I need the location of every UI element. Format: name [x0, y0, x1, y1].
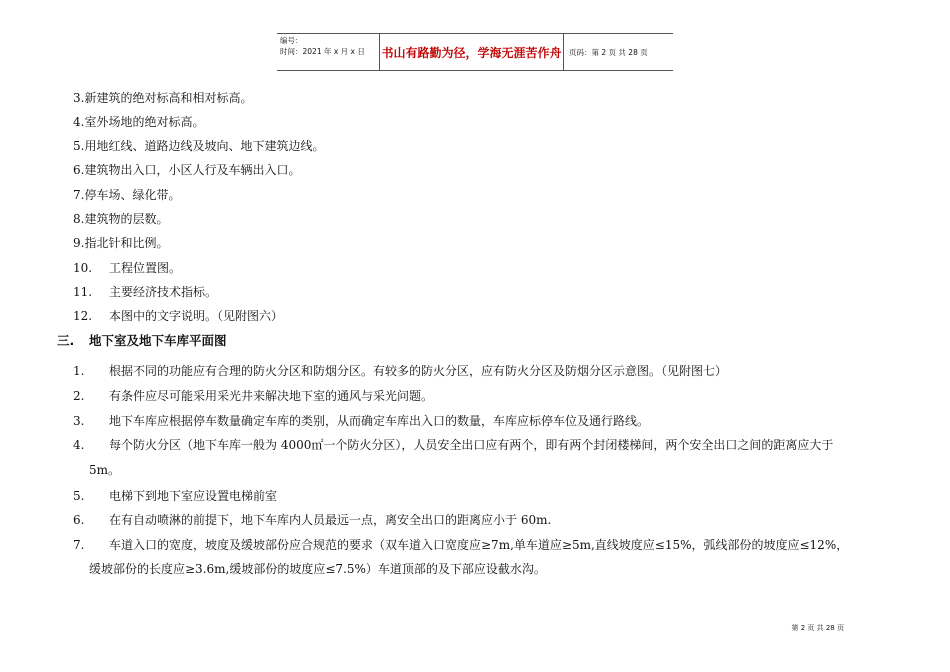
list-item — [73, 90, 252, 106]
section-number: 三. — [57, 333, 75, 348]
header-slogan: 书山有路勤为径，学海无涯苦作舟 — [379, 34, 564, 70]
list-item — [73, 211, 168, 227]
list-item-text: 建筑物出入口，小区人行及车辆出入口。 — [84, 163, 301, 177]
section-title: 地下室及地下车库平面图 — [89, 333, 227, 348]
list-item-text: 根据不同的功能应有合理的防火分区和防烟分区。有较多的防火分区，应有防火分区及防烟分区示意图。（见附图七） — [109, 364, 728, 378]
list-item — [73, 138, 324, 154]
list-item-number: 2. — [73, 389, 85, 403]
header-code: 编号： — [280, 36, 303, 45]
list-item-number: 4. — [73, 438, 85, 452]
list-item-number: 5. — [73, 139, 85, 153]
list-item-text: 主要经济技术指标。 — [109, 285, 218, 299]
list-item — [73, 187, 180, 203]
page-header — [277, 33, 673, 71]
list-item-text: 新建筑的绝对标高和相对标高。 — [84, 91, 253, 105]
list-item-number: 6. — [73, 163, 85, 177]
list-item — [73, 162, 300, 178]
list-item-number: 11. — [73, 285, 93, 299]
list-item-number: 5. — [73, 489, 85, 503]
list-item-text: 地下车库应根据停车数量确定车库的类别，从而确定车库出入口的数量，车库应标停车位及通行路线。 — [109, 414, 650, 428]
list-item-number: 10. — [73, 261, 93, 275]
list-item-text: 建筑物的层数。 — [84, 212, 169, 226]
list-item-number: 8. — [73, 212, 85, 226]
header-page-info: 页码：第 2 页 共 28 页 — [569, 48, 648, 57]
list-item-number: 3. — [73, 414, 85, 428]
list-item — [73, 114, 204, 130]
list-item — [73, 235, 168, 251]
list-item-text: 每个防火分区（地下车库一般为 4000㎡一个防火分区），人员安全出口应有两个，即有两个封闭楼梯间，两个安全出口之间的距离应大于 — [109, 438, 834, 452]
list-item-text: 工程位置图。 — [109, 261, 182, 275]
list-item-number: 7. — [73, 188, 85, 202]
list-item-number: 12. — [73, 309, 93, 323]
list-item-text: 车道入口的宽度，坡度及缓坡部份应合规范的要求（双车道入口宽度应≥7m,单车道应≥5m,直线坡度应≤15%，弧线部份的坡度应≤12%， — [109, 538, 849, 552]
list-item-number: 3. — [73, 91, 85, 105]
list-item-continuation: 5m。 — [89, 463, 121, 477]
list-item-text: 室外场地的绝对标高。 — [84, 115, 205, 129]
list-item-text: 指北针和比例。 — [84, 236, 169, 250]
list-item-number: 4. — [73, 115, 85, 129]
header-time: 时间：2021 年 x 月 x 日 — [280, 47, 365, 56]
list-item-number: 6. — [73, 513, 85, 527]
list-item-number: 9. — [73, 236, 85, 250]
list-item-text: 用地红线、道路边线及坡向、地下建筑边线。 — [84, 139, 325, 153]
header-meta — [280, 35, 378, 57]
page-footer: 第 2 页 共 28 页 — [791, 624, 844, 632]
list-item-number: 7. — [73, 538, 85, 552]
list-item-text: 本图中的文字说明。（见附图六） — [109, 309, 284, 323]
list-item-text: 电梯下到地下室应设置电梯前室 — [109, 489, 278, 503]
list-item-text: 在有自动喷淋的前提下，地下车库内人员最远一点，离安全出口的距离应小于 60m. — [109, 513, 552, 527]
list-item-continuation: 缓坡部份的长度应≥3.6m,缓坡部份的坡度应≤7.5%）车道顶部的及下部应设截水沟。 — [89, 562, 546, 576]
list-item-number: 1. — [73, 364, 85, 378]
list-item-text: 停车场、绿化带。 — [84, 188, 181, 202]
list-item-text: 有条件应尽可能采用采光井来解决地下室的通风与采光问题。 — [109, 389, 434, 403]
